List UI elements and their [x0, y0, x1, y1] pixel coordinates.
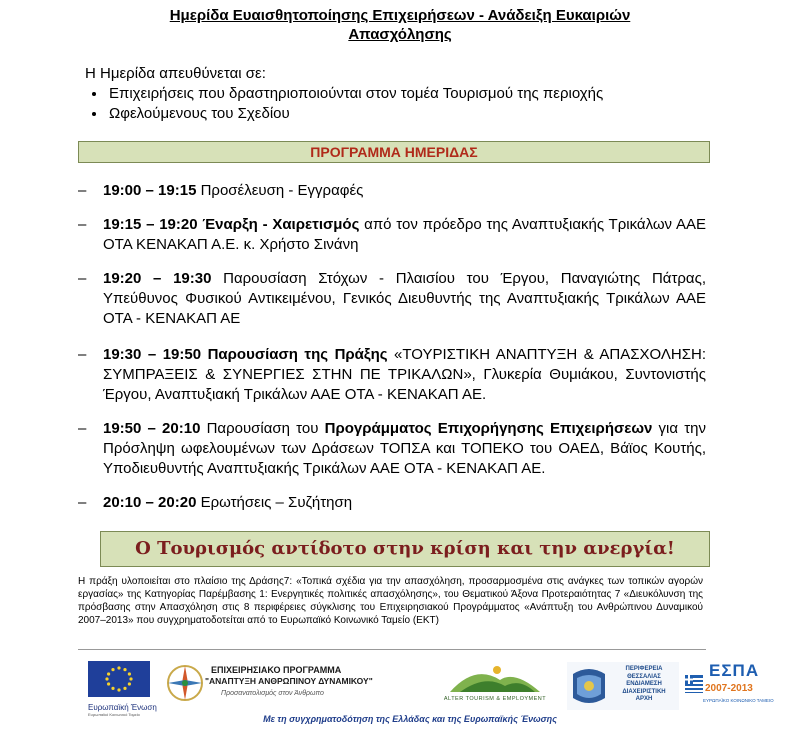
time-range: 19:30 – 19:50	[103, 346, 202, 363]
region-emblem-icon	[569, 664, 609, 708]
region-line: ΠΕΡΙΦΕΡΕΙΑ	[625, 666, 663, 672]
item-text: για την Πρόσληψη ωφελουμένων των Δράσεων ΤΟΠΣΑ και ΤΟΠΕΚΟ του ΟΑΕΔ, Βάϊος Κουτής, Υποδιευθυντής Αναπτυξιακής Τρικάλων ΑΑΕ ΟΤΑ - ΚΕΝΑΚΑΠ ΑΕ.	[103, 420, 706, 477]
program-header: ΠΡΟΓΡΑΜΜΑ ΗΜΕΡΙΔΑΣ	[78, 141, 710, 163]
time-range: 19:15 – 19:20	[103, 216, 198, 233]
op-sub: Προσανατολισμός στον Άνθρωπο	[221, 690, 324, 697]
funding-line: Η πράξη υλοποιείται στο πλαίσιο της Δράσης7: «Τοπικά σχέδια για την απασχόληση, προσαρμοσμένα στις ανάγκες	[78, 576, 604, 587]
item-text: Ερωτήσεις – Συζήτηση	[196, 494, 353, 511]
motto-banner: Ο Τουρισμός αντίδοτο στην κρίση και την ανεργία!	[100, 531, 710, 567]
region-line: ΕΝΔΙΑΜΕΣΗ	[626, 681, 662, 687]
audience-list	[85, 84, 603, 124]
audience-section	[85, 64, 603, 124]
compass-icon	[165, 663, 205, 703]
audience-intro: Η Ημερίδα απευθύνεται σε:	[85, 65, 266, 82]
op-title-2: "ΑΝΑΠΤΥΞΗ ΑΝΘΡΩΠΙΝΟΥ ΔΥΝΑΜΙΚΟΥ"	[205, 676, 373, 686]
item-pre: Παρουσίαση του	[200, 420, 319, 437]
schedule-item	[78, 345, 706, 405]
dash: –	[78, 420, 87, 437]
funding-note	[78, 575, 703, 627]
eu-flag-icon	[88, 661, 150, 697]
alter-logo	[440, 662, 550, 708]
eu-label: Ευρωπαϊκή Ένωση	[88, 703, 157, 712]
item-text: «ΤΟΥΡΙΣΤΙΚΗ ΑΝΑΠΤΥΞΗ & ΑΠΑΣΧΟΛΗΣΗ: ΣΥΜΠΡΑΞΕΙΣ & ΣΥΝΕΡΓΙΕΣ ΣΤΗΝ ΠΕ ΤΡΙΚΑΛΩΝ», Γλυκερία Θυμιάκου, Συντονιστής Έργου, Αναπτυξιακή Τρικάλων ΑΑΕ ΟΤΑ - ΚΕΝΑΚΑΠ ΑΕ.	[103, 346, 707, 403]
espa-logo	[685, 661, 774, 709]
alter-label: ALTER TOURISM & EMPLOYMENT	[443, 696, 547, 702]
time-range: 19:00 – 19:15	[103, 182, 197, 199]
time-range: 19:50 – 20:10	[103, 420, 201, 437]
region-logo	[567, 662, 679, 710]
region-text	[611, 666, 677, 704]
funding-rest: των τοπικών αγορών εργασίας» της Κατηγορίας Παρέμβασης 1: Ενεργητικές πολιτικές απασχόλησης», του Θεματικού Άξονα Προτεραιότητας 7 «Διευκόλυνση της πρόσβασης στην Απασχόληση στις 8 περιφέρειες σύγκλισης του Επιχειρησιακού Προγράμματος «Ανάπτυξη του Ανθρώπινου Δυναμικού 2007–2013» που συγχρηματοδοτείται από το Ευρωπαϊκό Κοινωνικό Ταμείο (ΕΚΤ)	[78, 576, 704, 626]
op-title-1: ΕΠΙΧΕΙΡΗΣΙΑΚΟ ΠΡΟΓΡΑΜΜΑ	[211, 665, 342, 675]
greek-flag-icon	[685, 675, 703, 693]
dash: –	[78, 182, 87, 199]
time-range: 19:20 – 19:30	[103, 270, 212, 287]
espa-title: ΕΣΠΑ	[709, 661, 760, 680]
espa-years: 2007-2013	[705, 683, 753, 694]
schedule-item	[78, 493, 706, 513]
op-logo	[165, 663, 375, 707]
audience-item: • Ωφελούμενους του Σχεδίου	[107, 104, 603, 124]
footer-divider	[78, 649, 706, 650]
dash: –	[78, 346, 87, 363]
region-line: ΘΕΣΣΑΛΙΑΣ	[627, 673, 661, 680]
eu-logo	[88, 661, 158, 717]
item-bold: Προγράμματος Επιχορήγησης Επιχειρήσεων	[318, 420, 653, 437]
dash: –	[78, 270, 87, 287]
mountains-icon	[445, 662, 545, 696]
item-bold: Παρουσίαση της Πράξης	[201, 346, 388, 363]
region-line: ΔΙΑΧΕΙΡΙΣΤΙΚΗ	[622, 688, 666, 695]
dash: –	[78, 494, 87, 511]
dash: –	[78, 216, 87, 233]
eu-sub: Ευρωπαϊκό Κοινωνικό Ταμείο	[88, 712, 140, 717]
page-title: Ημερίδα Ευαισθητοποίησης Επιχειρήσεων - Ανάδειξη Ευκαιριών Απασχόλησης	[169, 7, 631, 43]
cofunding-note: Με τη συγχρηματοδότηση της Ελλάδας και της Ευρωπαϊκής Ένωσης	[263, 714, 557, 724]
schedule-item	[78, 419, 706, 479]
item-text: Προσέλευση - Εγγραφές	[196, 182, 364, 199]
schedule-item	[78, 269, 706, 329]
time-range: 20:10 – 20:20	[103, 494, 197, 511]
region-line: ΑΡΧΗ	[635, 696, 653, 702]
schedule-item	[78, 181, 706, 201]
item-bold: Έναρξη - Χαιρετισμός	[197, 216, 360, 233]
espa-sub: ΕΥΡΩΠΑΪΚΟ ΚΟΙΝΩΝΙΚΟ ΤΑΜΕΙΟ	[703, 698, 774, 703]
item-text: Παρουσίαση Στόχων - Πλαισίου του Έργου, Παναγιώτης Πάτρας, Υπεύθυνος Φυσικού Αντικειμένου, Γενικός Διευθυντής της Αναπτυξιακής Τρικάλων ΑΑΕ ΟΤΑ - ΚΕΝΑΚΑΠ ΑΕ	[103, 270, 706, 327]
item-text: από τον πρόεδρο της Αναπτυξιακής Τρικάλων ΑΑΕ ΟΤΑ ΚΕΝΑΚΑΠ Α.Ε. κ. Χρήστο Σινάνη	[103, 216, 706, 253]
schedule-item	[78, 215, 706, 255]
audience-item: • Επιχειρήσεις που δραστηριοποιούνται στον τομέα Τουρισμού της περιοχής	[107, 84, 603, 104]
